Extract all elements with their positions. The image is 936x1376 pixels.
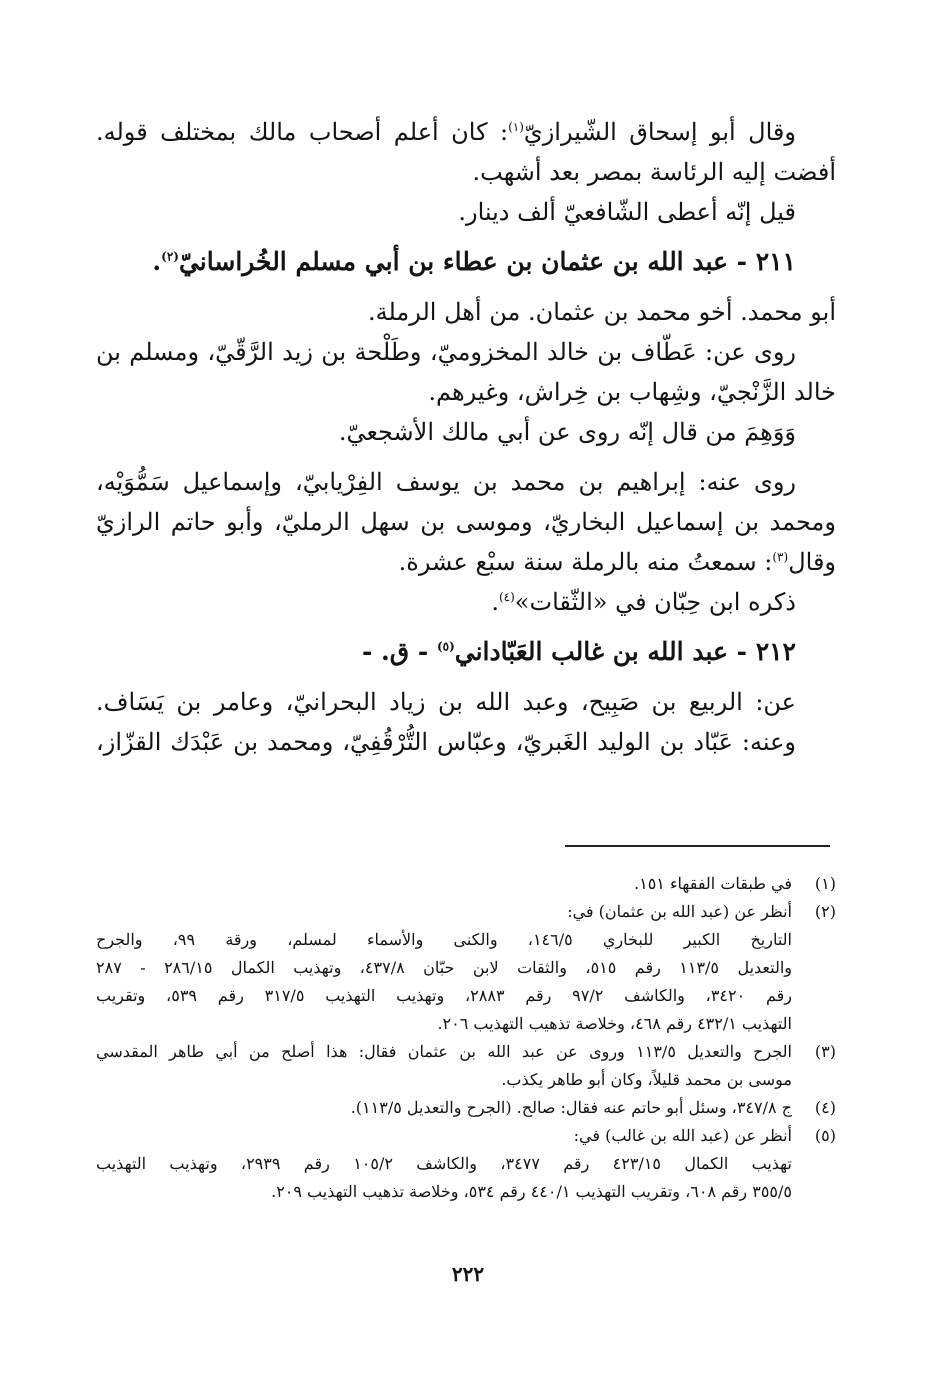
footnote-number: (٥) (814, 1126, 836, 1145)
footnote (96, 1094, 836, 1122)
footnote (96, 1122, 836, 1206)
footnote-line: ٣٥٥/٥ رقم ٦٠٨، وتقريب التهذيب ٤٤٠/١ رقم ٥٣٤، وخلاصة تذهيب التهذيب ٢٠٩. (271, 1182, 792, 1201)
text-segment: وقال (788, 548, 836, 576)
paragraph-gap (96, 452, 836, 462)
footnote-number: (٤) (814, 1098, 836, 1117)
entry-heading (96, 242, 836, 282)
footnote-line: تهذيب الكمال ٤٢٣/١٥ رقم ٣٤٧٧، والكاشف ١٠٥/٢ رقم ٢٩٣٩، وتهذيب التهذيب (96, 1154, 793, 1173)
footnote-line: والتعديل ١١٣/٥ رقم ٥١٥، والثقات لابن حبّان ٤٣٧/٨، وتهذيب الكمال ٢٨٦/١٥ - ٢٨٧ (96, 958, 793, 977)
main-text (96, 112, 836, 762)
footnote-ref: (٢) (161, 249, 179, 264)
text-line (96, 582, 836, 622)
page-number: ٢٢٢ (451, 1262, 485, 1286)
entry-heading-text: ٢١٢ - عبد الله بن غالب العَبّاداني (454, 637, 796, 666)
footnote-line: أنظر عن (عبد الله بن غالب) في: (573, 1126, 792, 1145)
footnotes (96, 870, 836, 1206)
text-line: روى عن: عَطّاف بن خالد المخزوميّ، وطَلْحة بن زيد الرَّقّيّ، ومسلم بن (96, 338, 796, 366)
footnote-number: (١) (814, 874, 836, 893)
footnote-body (96, 898, 792, 1038)
footnote-ref: (١) (508, 120, 524, 134)
text-line (96, 542, 836, 582)
footnote-line: رقم ٣٤٢٠، والكاشف ٩٧/٢ رقم ٢٨٨٣، وتهذيب التهذيب ٣١٧/٥ رقم ٥٣٩، وتقريب (96, 986, 793, 1005)
footnote-ref: (٥) (436, 639, 455, 654)
text-line: خالد الزَّنْجيّ، وشِهاب بن خِراش، وغيرهم. (428, 378, 836, 406)
footnote-ref: (٣) (772, 550, 789, 564)
footnote-line: موسى بن محمد قليلاً، وكان أبو طاهر يكذب. (501, 1070, 792, 1089)
footnote (96, 1038, 836, 1094)
entry-heading-text: ٢١١ - عبد الله بن عثمان بن عطاء بن أبي مسلم الخُراسانيّ (178, 247, 796, 276)
footnote (96, 898, 836, 1038)
text-line: وَوَهِمَ من قال إنّه روى عن أبي مالك الأشجعيّ. (338, 418, 796, 446)
text-line: قيل إنّه أعطى الشّافعيّ ألف دينار. (458, 198, 796, 226)
footnote-body (96, 1122, 792, 1206)
footnote-line: التهذيب ٤٣٢/١ رقم ٤٦٨، وخلاصة تذهيب التهذيب ٢٠٦. (437, 1014, 792, 1033)
text-line: وعنه: عَبّاد بن الوليد الغَبريّ، وعبّاس التُّرْقُفِيّ، ومحمد بن عَبْدَك القزّاز، (96, 728, 796, 756)
footnote-line: الجرح والتعديل ١١٣/٥ وروى عن عبد الله بن عثمان فقال: هذا أصلح من أبي طاهر المقدسي (96, 1042, 792, 1061)
text-segment: ذكره ابن حِبّان في «الثّقات» (514, 588, 796, 616)
footnote (96, 870, 836, 898)
text-line: عن: الربيع بن صَبِيح، وعبد الله بن زياد البحرانيّ، وعامر بن يَسَاف. (96, 688, 796, 716)
entry-heading (96, 632, 836, 672)
footnote-line: التاريخ الكبير للبخاري ١٤٦/٥، والكنى والأسماء لمسلم، ورقة ٩٩، والجرح (96, 930, 792, 949)
text-line: أبو محمد. أخو محمد بن عثمان. من أهل الرملة. (367, 298, 836, 326)
footnote-number: (٢) (814, 902, 836, 921)
text-segment: : كان أعلم أصحاب مالك بمختلف قوله. (96, 118, 509, 146)
footnote-separator (565, 845, 830, 847)
entry-heading-tail: - ق. - (361, 637, 437, 666)
footnote-body (96, 1094, 792, 1122)
footnote-ref: (٤) (498, 590, 515, 604)
text-segment: وقال أبو إسحاق الشّيرازيّ (523, 118, 796, 146)
text-segment: . (491, 588, 499, 616)
footnote-number: (٣) (814, 1042, 836, 1061)
text-line: ومحمد بن إسماعيل البخاريّ، وموسى بن سهل الرمليّ، وأبو حاتم الرازيّ (96, 508, 836, 536)
text-line: روى عنه: إبراهيم بن محمد بن يوسف الفِرْيابيّ، وإسماعيل سَمُّوَيْه، (96, 468, 796, 496)
footnote-line: في طبقات الفقهاء ١٥١. (634, 874, 792, 893)
text-segment: : سمعتُ منه بالرملة سنة سبْع عشرة. (398, 548, 773, 576)
footnote-body (96, 1038, 792, 1094)
footnote-body (96, 870, 792, 898)
text-line: أفضت إليه الرئاسة بمصر بعد أشهب. (472, 158, 836, 186)
entry-heading-tail: . (152, 247, 162, 276)
footnote-line: ج ٣٤٧/٨، وسئل أبو حاتم عنه فقال: صالح. (الجرح والتعديل ١١٣/٥). (350, 1098, 792, 1117)
text-line (96, 112, 836, 152)
footnote-line: أنظر عن (عبد الله بن عثمان) في: (567, 902, 792, 921)
